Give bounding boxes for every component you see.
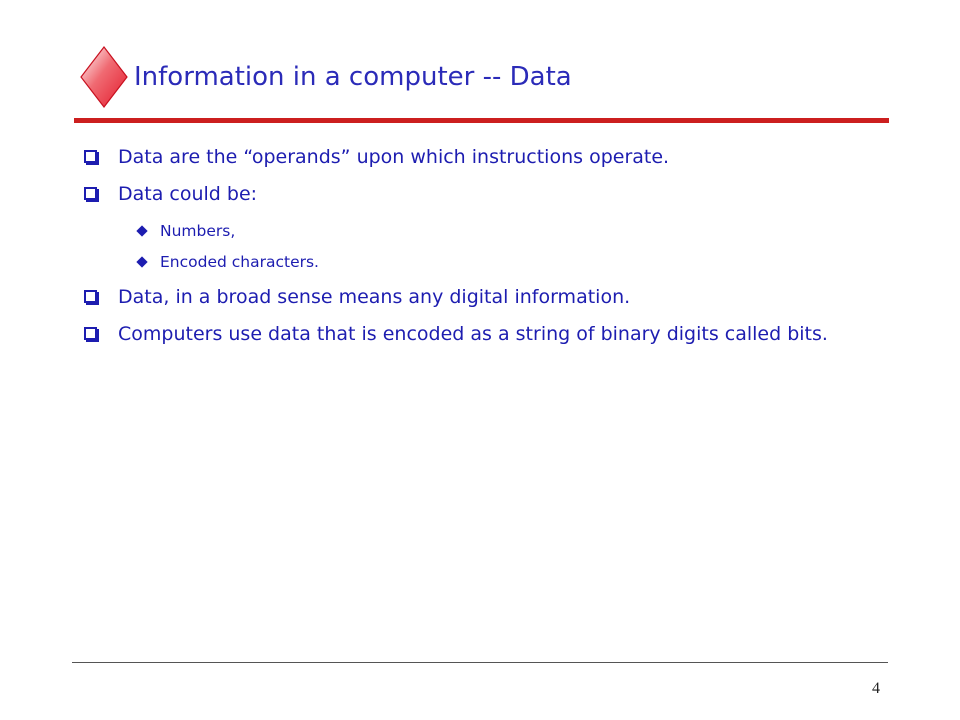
bullet-text: Computers use data that is encoded as a string of binary digits called bits. [118, 323, 828, 345]
bullet-item [78, 179, 868, 209]
sub-bullet-item [78, 216, 868, 247]
sub-bullet-text: Encoded characters. [160, 253, 319, 271]
square-bullet-icon [84, 290, 97, 303]
bullet-item [78, 142, 868, 172]
square-bullet-icon [84, 187, 97, 200]
bullet-text: Data are the “operands” upon which instructions operate. [118, 146, 670, 168]
square-bullet-icon [84, 150, 97, 163]
sub-bullet-item [78, 247, 868, 278]
page-number: 4 [872, 680, 880, 697]
bullet-text: Data could be: [118, 183, 258, 205]
bullet-list [78, 142, 868, 356]
diamond-bullet-icon [136, 225, 147, 236]
title-divider [74, 118, 889, 123]
bullet-item [78, 319, 868, 349]
diamond-bullet-icon [136, 256, 147, 267]
square-bullet-icon [84, 327, 97, 340]
red-diamond-icon [80, 46, 128, 108]
bullet-item [78, 282, 868, 312]
footer-divider [72, 662, 888, 663]
sub-bullet-group [78, 216, 868, 278]
slide-title: Information in a computer -- Data [134, 62, 572, 92]
sub-bullet-text: Numbers, [160, 222, 236, 240]
bullet-text: Data, in a broad sense means any digital information. [118, 286, 631, 308]
